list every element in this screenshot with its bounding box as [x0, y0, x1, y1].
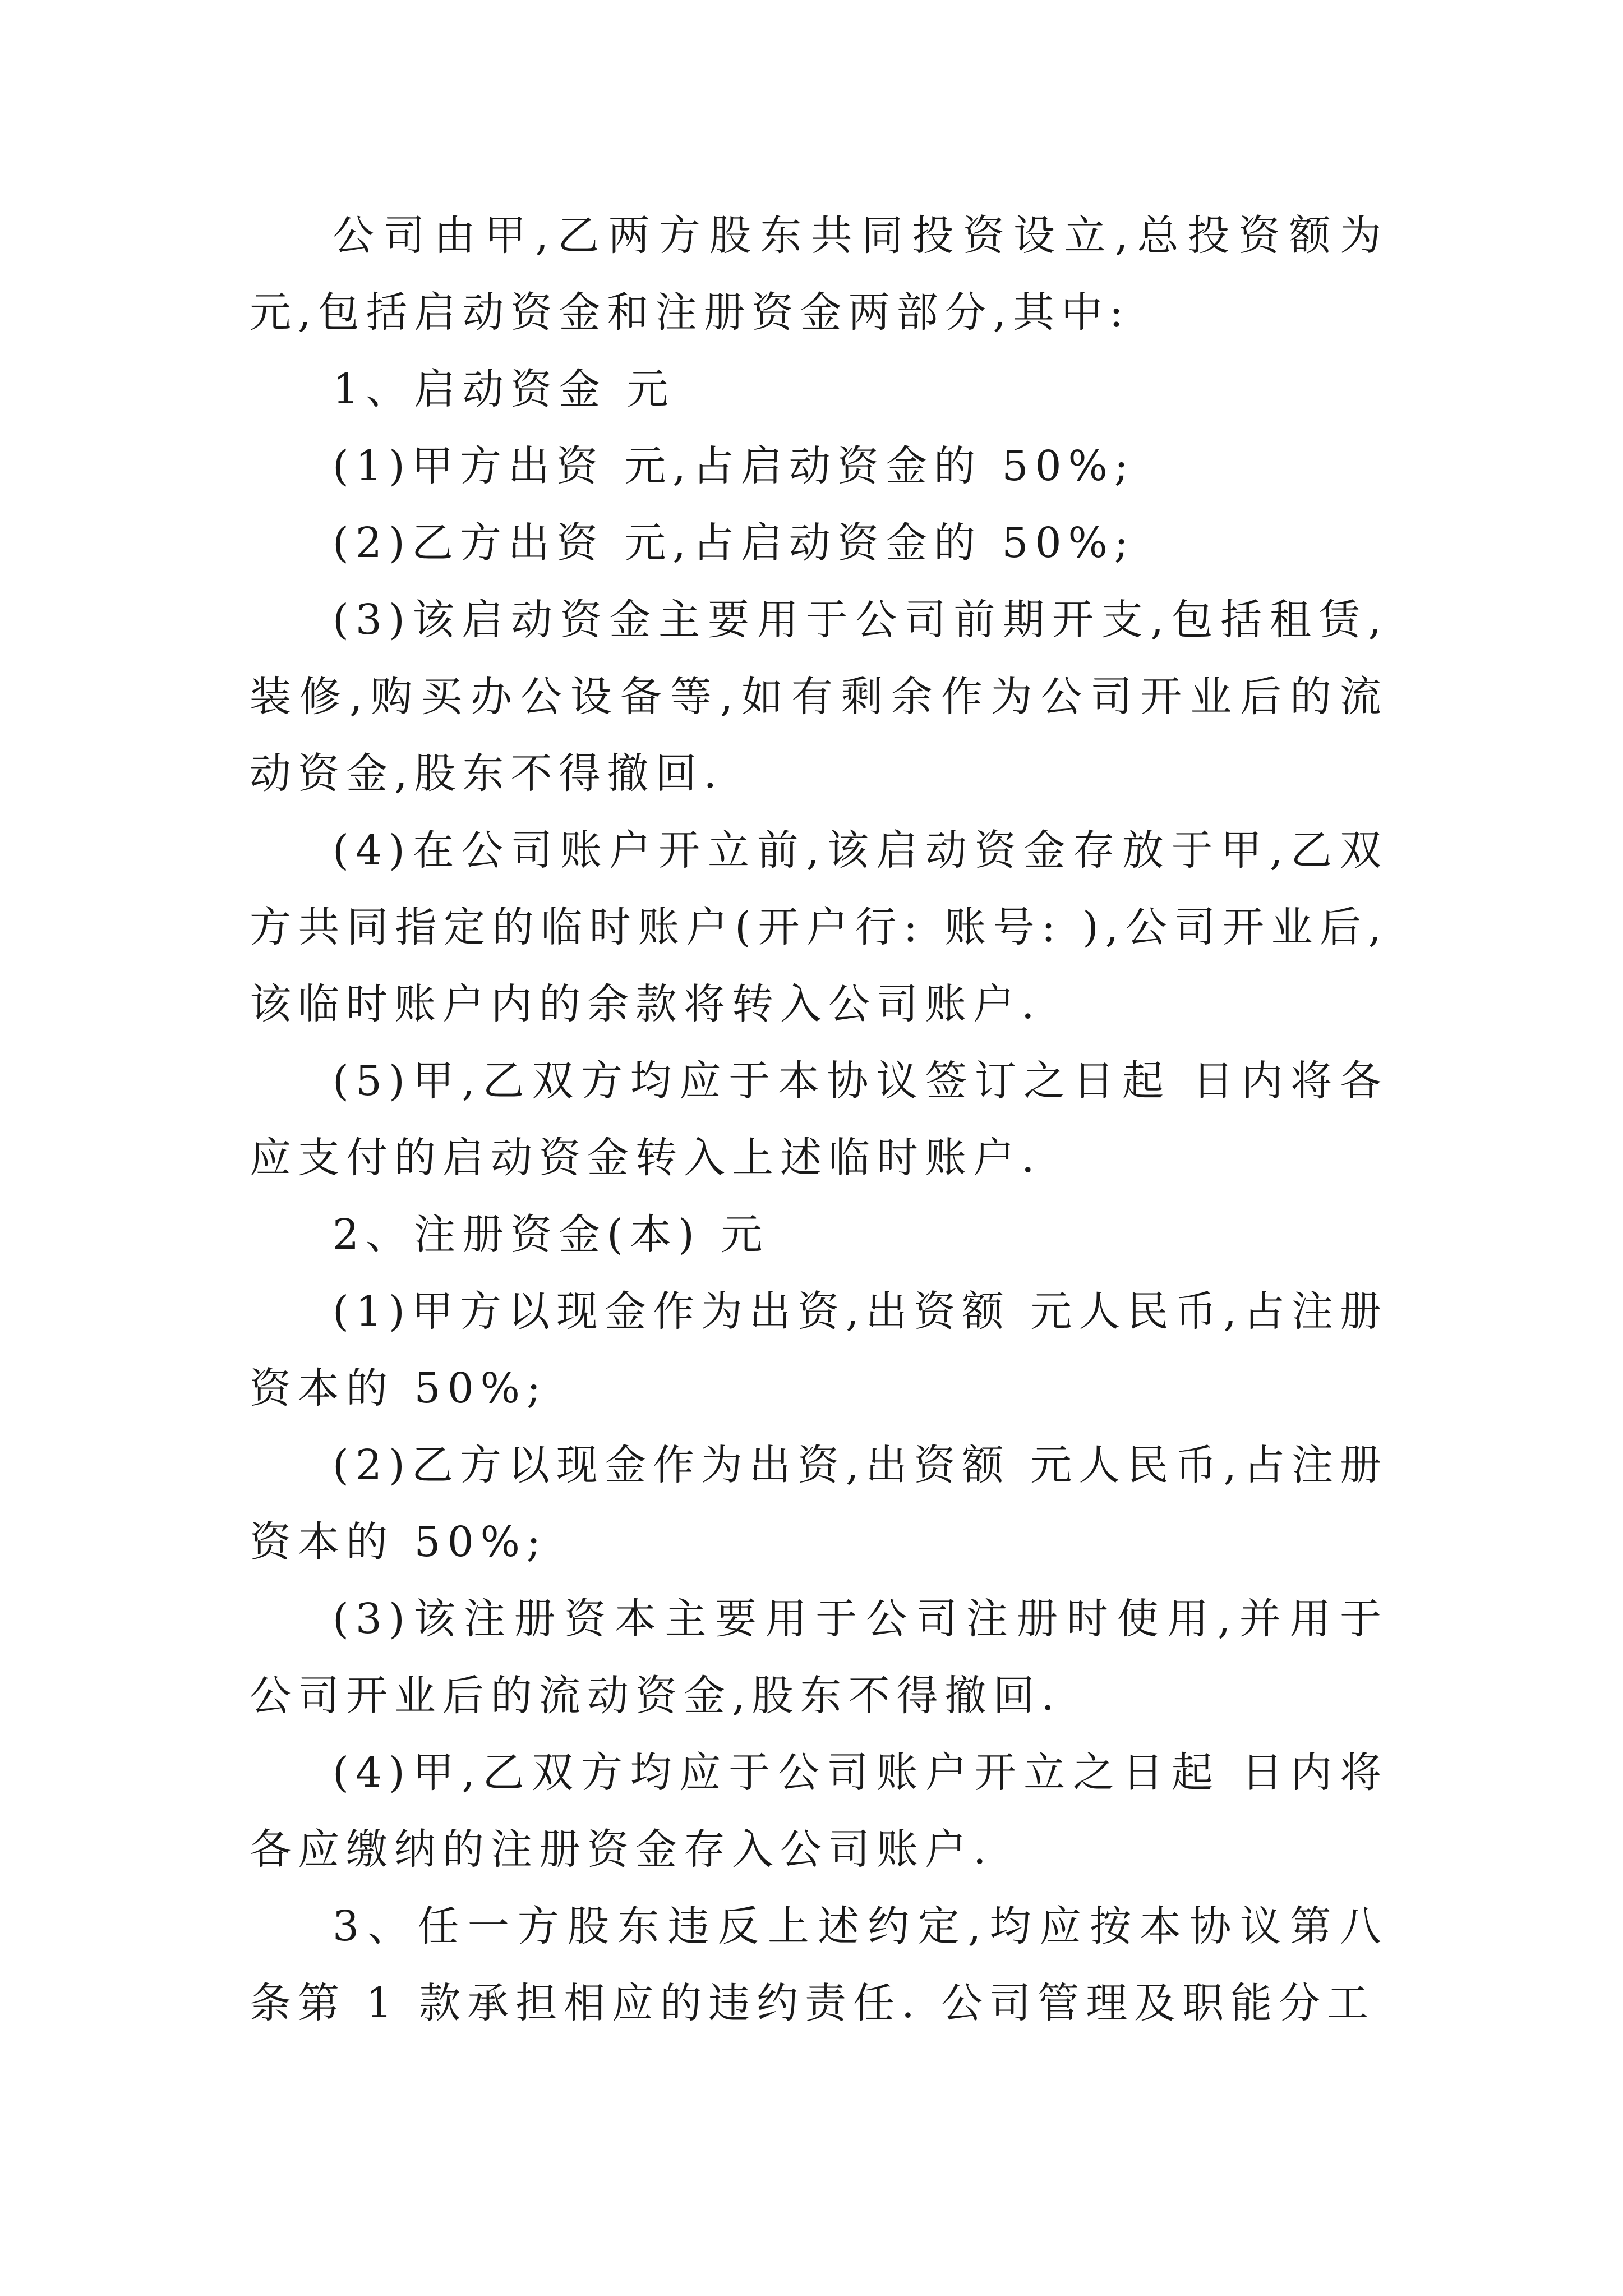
- paragraph-registered-deposit: (4)甲,乙双方均应于公司账户开立之日起 日内将各应缴纳的注册资金存入公司账户.: [250, 1749, 1388, 1874]
- paragraph-startup-party-a: (1)甲方出资 元,占启动资金的 50%;: [333, 442, 1135, 490]
- document-body: [250, 197, 1388, 2042]
- paragraph-startup-usage: (3)该启动资金主要用于公司前期开支,包括租赁,装修,购买办公设备等,如有剩余作为公司开业后的流动资金,股东不得撤回.: [250, 596, 1388, 798]
- paragraph-startup-capital-heading: 1、启动资金 元: [333, 365, 675, 413]
- paragraph-registered-usage: (3)该注册资本主要用于公司注册时使用,并用于公司开业后的流动资金,股东不得撤回.: [250, 1595, 1388, 1720]
- paragraph-registered-capital-heading: 2、注册资金(本) 元: [333, 1211, 769, 1259]
- paragraph-registered-party-b: (2)乙方以现金作为出资,出资额 元人民币,占注册资本的 50%;: [250, 1441, 1388, 1566]
- paragraph-startup-party-b: (2)乙方出资 元,占启动资金的 50%;: [333, 519, 1135, 567]
- paragraph-registered-party-a: (1)甲方以现金作为出资,出资额 元人民币,占注册资本的 50%;: [250, 1287, 1388, 1412]
- paragraph-breach-liability: 3、任一方股东违反上述约定,均应按本协议第八条第 1 款承担相应的违约责任. 公司管理及职能分工: [250, 1902, 1388, 2027]
- paragraph-intro: 公司由甲,乙两方股东共同投资设立,总投资额为 元,包括启动资金和注册资金两部分,其中:: [250, 211, 1388, 337]
- paragraph-startup-temp-account: (4)在公司账户开立前,该启动资金存放于甲,乙双方共同指定的临时账户(开户行: 账号: ),公司开业后,该临时账户内的余款将转入公司账户.: [250, 826, 1388, 1028]
- paragraph-startup-transfer: (5)甲,乙双方均应于本协议签订之日起 日内将各应支付的启动资金转入上述临时账户.: [250, 1057, 1388, 1182]
